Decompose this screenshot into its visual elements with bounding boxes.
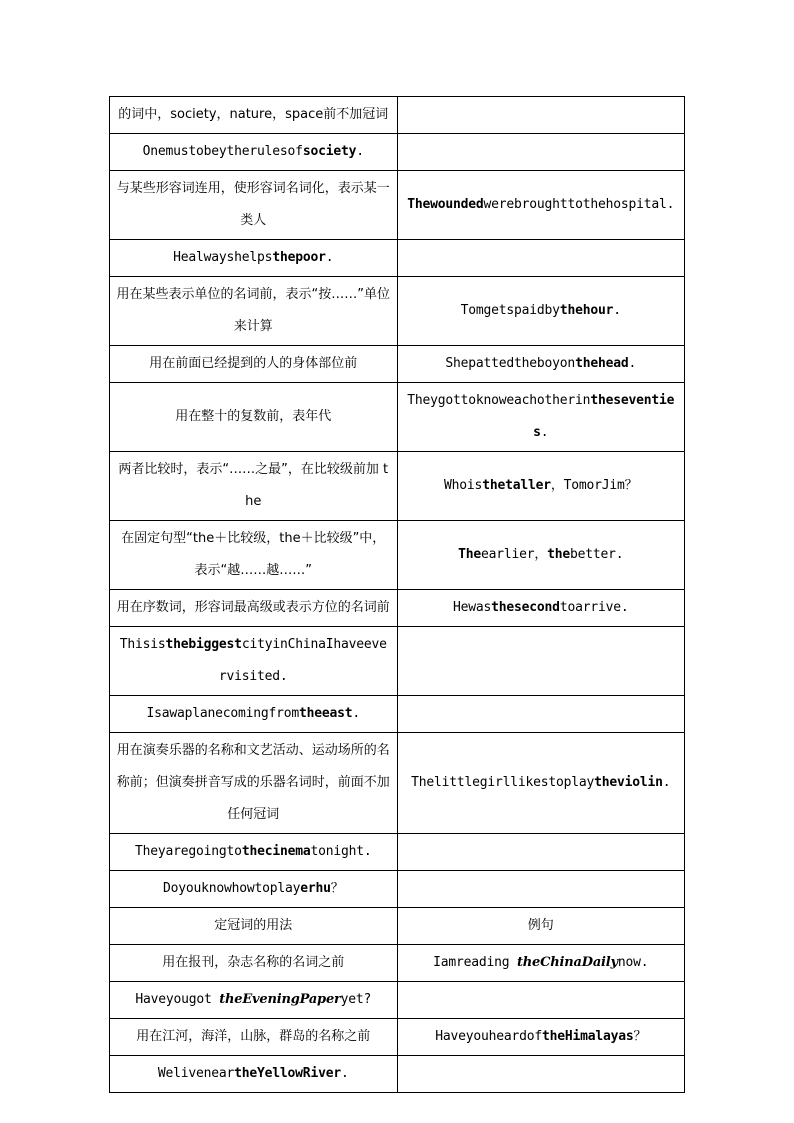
bold-article-phrase: thebiggest <box>165 637 242 652</box>
sentence-fragment: earlier， <box>480 547 548 562</box>
usage-rule-cell: 用在前面已经提到的人的身体部位前 <box>110 346 398 383</box>
empty-cell <box>397 627 685 696</box>
example-sentence-cell <box>110 871 398 908</box>
table-row <box>110 171 685 240</box>
bold-article-phrase: theYellowRiver <box>234 1066 341 1081</box>
sentence-fragment: . <box>540 425 549 440</box>
italic-title-phrase: theEveningPaper <box>219 992 341 1007</box>
sentence-fragment: Thelittlegirllikestoplay <box>411 775 595 790</box>
sentence-fragment: toarrive. <box>559 600 629 615</box>
sentence-fragment: ，TomorJim？ <box>550 478 638 493</box>
empty-cell <box>397 134 685 171</box>
bold-article-phrase: theeast <box>299 706 353 721</box>
example-sentence-cell <box>110 1056 398 1093</box>
example-sentence-cell <box>397 733 685 834</box>
usage-rule-cell: 的词中，society，nature，space前不加冠词 <box>110 97 398 134</box>
table-row <box>110 277 685 346</box>
header-cell-example: 例句 <box>397 908 685 945</box>
bold-article-phrase: thepoor <box>272 250 326 265</box>
usage-rule-cell: 用在序数词，形容词最高级或表示方位的名词前 <box>110 590 398 627</box>
sentence-fragment: Haveyouheardof <box>435 1029 542 1044</box>
usage-rule-cell: 用在江河，海洋，山脉，群岛的名称之前 <box>110 1019 398 1056</box>
bold-article-phrase: the <box>547 547 571 562</box>
example-sentence-cell <box>397 171 685 240</box>
table-row <box>110 240 685 277</box>
example-sentence-cell <box>397 383 685 452</box>
example-sentence-cell <box>397 97 685 134</box>
sentence-fragment: Shepattedtheboyon <box>445 356 576 371</box>
example-sentence-cell <box>110 982 398 1019</box>
table-row <box>110 452 685 521</box>
bold-article-phrase: thecinema <box>241 844 311 859</box>
sentence-fragment: cityinChinaIhaveevervisited. <box>218 637 387 684</box>
sentence-fragment: yet? <box>340 992 372 1007</box>
bold-article-phrase: The <box>458 547 481 562</box>
usage-rule-cell: 用在报刊，杂志名称的名词之前 <box>110 945 398 982</box>
bold-article-phrase: thehour <box>559 303 614 318</box>
bold-article-phrase: wounded <box>430 197 484 212</box>
bold-article-phrase: theHimalayas <box>541 1029 634 1044</box>
example-sentence-cell <box>110 627 398 696</box>
example-sentence-cell <box>397 590 685 627</box>
empty-cell <box>397 696 685 733</box>
table-row <box>110 945 685 982</box>
header-cell-usage: 定冠词的用法 <box>110 908 398 945</box>
table-row <box>110 627 685 696</box>
empty-cell <box>397 871 685 908</box>
table-row <box>110 696 685 733</box>
sentence-fragment: Doyouknowhowtoplay <box>162 881 301 896</box>
sentence-fragment: Onemustobeytherulesof <box>142 144 303 159</box>
sentence-fragment: . <box>662 775 671 790</box>
table-row <box>110 1019 685 1056</box>
sentence-fragment: now. <box>617 955 649 970</box>
bold-article-phrase: thetaller <box>482 478 551 493</box>
sentence-fragment: . <box>340 1066 349 1081</box>
table-row <box>110 733 685 834</box>
example-sentence-cell <box>397 452 685 521</box>
table-body <box>110 97 685 1093</box>
sentence-fragment: Theyaregoingto <box>135 844 242 859</box>
sentence-fragment: . <box>628 356 637 371</box>
empty-cell <box>397 240 685 277</box>
example-sentence-cell <box>397 945 685 982</box>
bold-article-phrase: theseventies <box>533 393 675 440</box>
sentence-fragment: Theygottoknoweachotherin <box>407 393 591 408</box>
sentence-fragment: ？ <box>633 1029 647 1044</box>
usage-rule-cell: 用在演奏乐器的名称和文艺活动、运动场所的名称前；但演奏拼音写成的乐器名词时，前面不加任何冠词 <box>110 733 398 834</box>
table-row <box>110 346 685 383</box>
table-row <box>110 908 685 945</box>
usage-rule-cell: 用在整十的复数前，表年代 <box>110 383 398 452</box>
sentence-fragment: Thisis <box>119 637 166 652</box>
sentence-fragment: Isawaplanecomingfrom <box>146 706 299 721</box>
table-row <box>110 521 685 590</box>
example-sentence-cell <box>110 134 398 171</box>
table-row <box>110 383 685 452</box>
bold-article-phrase: theviolin <box>594 775 663 790</box>
example-sentence-cell <box>397 346 685 383</box>
table-row <box>110 1056 685 1093</box>
table-row <box>110 97 685 134</box>
sentence-fragment: Tomgetspaidby <box>460 303 560 318</box>
example-sentence-cell <box>397 277 685 346</box>
sentence-fragment: Hewas <box>453 600 492 615</box>
example-sentence-cell <box>110 696 398 733</box>
article-usage-table <box>109 96 685 1093</box>
bold-article-phrase: The <box>407 197 431 212</box>
bold-article-phrase: thehead <box>575 356 629 371</box>
usage-rule-cell: 与某些形容词连用，使形容词名词化，表示某一类人 <box>110 171 398 240</box>
empty-cell <box>397 1056 685 1093</box>
bold-article-phrase: society <box>302 144 357 159</box>
table-row <box>110 871 685 908</box>
sentence-fragment: . <box>613 303 621 318</box>
sentence-fragment: Haveyougot <box>135 992 220 1007</box>
sentence-fragment: better. <box>570 547 624 562</box>
example-sentence-cell <box>110 240 398 277</box>
sentence-fragment: Welivenear <box>157 1066 235 1081</box>
usage-rule-cell: 两者比较时，表示“……之最”，在比较级前加 the <box>110 452 398 521</box>
bold-article-phrase: thesecond <box>491 600 560 615</box>
sentence-fragment: Iamreading <box>433 955 517 970</box>
table-row <box>110 134 685 171</box>
table-row <box>110 982 685 1019</box>
table-row <box>110 590 685 627</box>
sentence-fragment: Whois <box>444 478 483 493</box>
example-sentence-cell <box>110 834 398 871</box>
usage-rule-cell: 用在某些表示单位的名词前，表示“按……”单位来计算 <box>110 277 398 346</box>
table-row <box>110 834 685 871</box>
example-sentence-cell <box>397 521 685 590</box>
italic-title-phrase: theChinaDaily <box>517 955 618 970</box>
sentence-fragment: . <box>352 706 361 721</box>
empty-cell <box>397 982 685 1019</box>
sentence-fragment: tonight. <box>310 844 372 859</box>
sentence-fragment: werebroughttothehospital. <box>483 197 675 212</box>
sentence-fragment: Healwayshelps <box>173 250 273 265</box>
sentence-fragment: ？ <box>330 881 344 896</box>
sentence-fragment: . <box>356 144 364 159</box>
empty-cell <box>397 834 685 871</box>
example-sentence-cell <box>397 1019 685 1056</box>
bold-article-phrase: erhu <box>300 881 331 896</box>
usage-rule-cell: 在固定句型“the＋比较级，the＋比较级”中，表示“越……越……” <box>110 521 398 590</box>
sentence-fragment: . <box>325 250 334 265</box>
